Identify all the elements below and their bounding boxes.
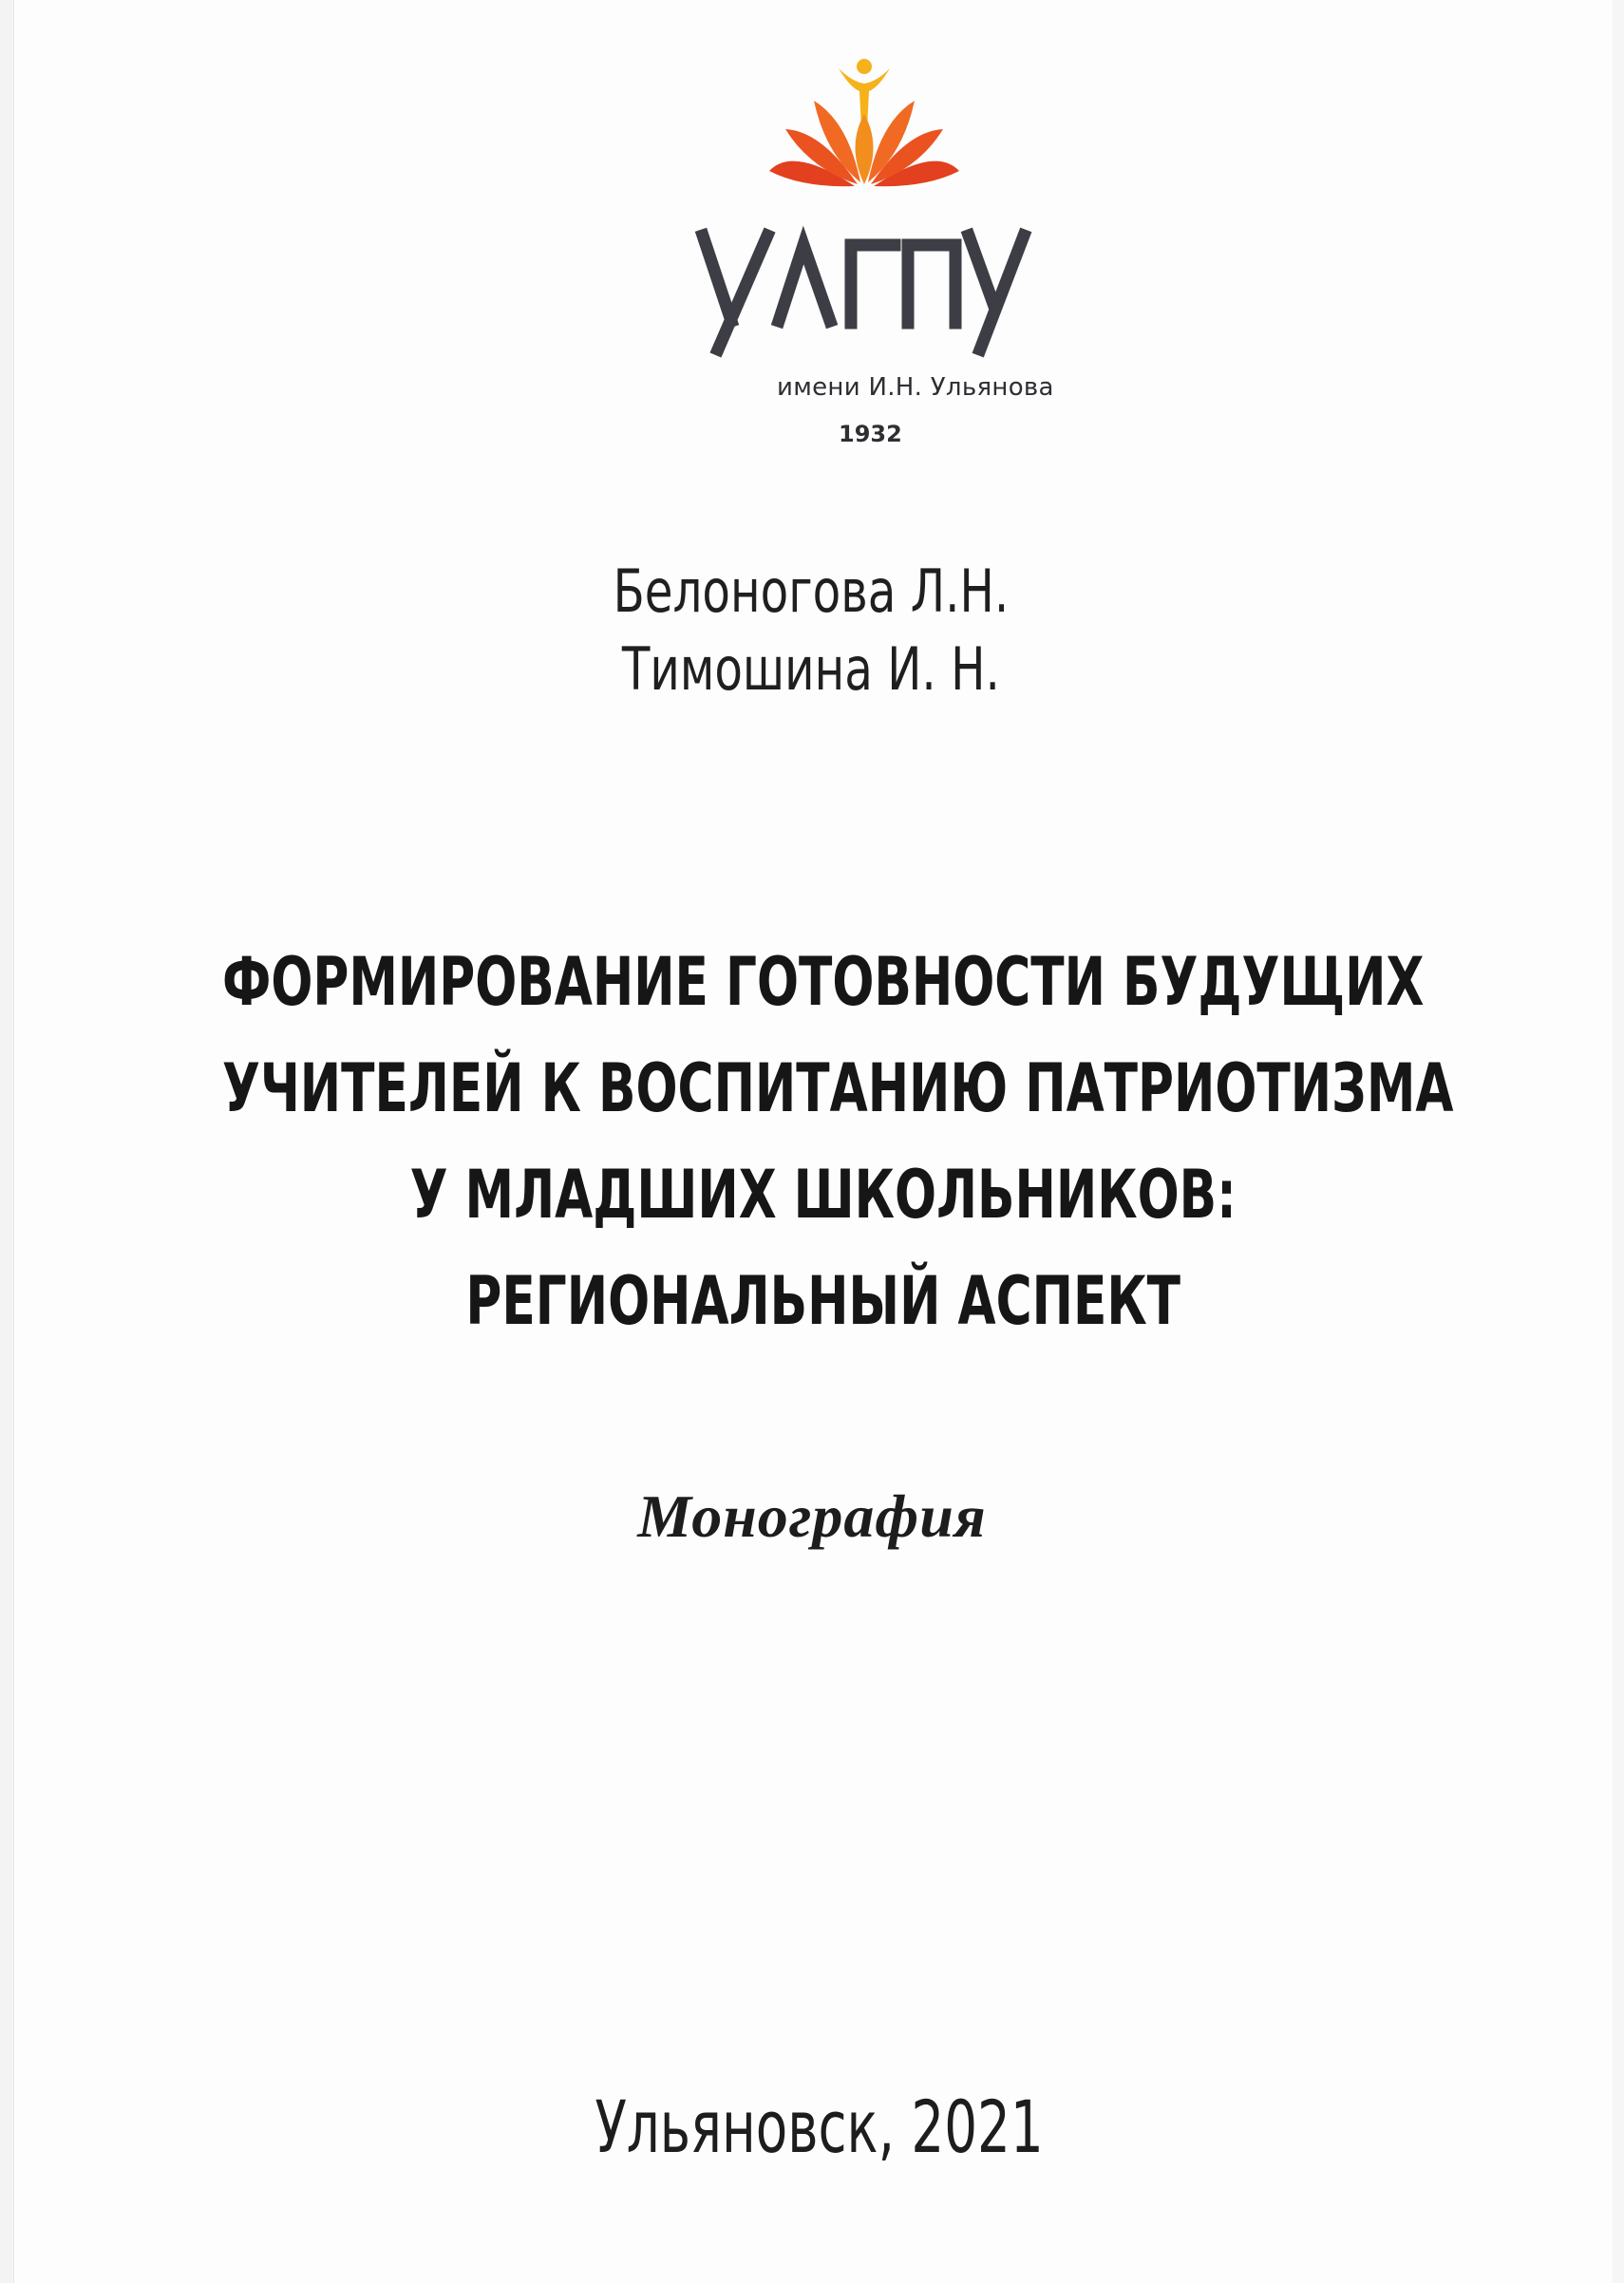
title-line: УЧИТЕЛЕЙ К ВОСПИТАНИЮ ПАТРИОТИЗМА (222, 1049, 1454, 1127)
page-left-edge (0, 0, 14, 2283)
authors-block (178, 553, 1445, 708)
lotus-flower-icon (765, 55, 964, 207)
author-name: Тимошина И. Н. (621, 634, 1000, 704)
page-right-edge (1613, 0, 1624, 2283)
university-logo (665, 55, 1064, 447)
logo-subtitle: имени И.Н. Ульянова (777, 373, 1054, 402)
place-and-year: Ульяновск, 2021 (595, 2085, 1044, 2169)
author-name: Белоногова Л.Н. (613, 557, 1010, 626)
title-line: У МЛАДШИХ ШКОЛЬНИКОВ: (409, 1156, 1237, 1234)
title-line: ФОРМИРОВАНИЕ ГОТОВНОСТИ БУДУЩИХ (222, 943, 1425, 1021)
logo-year: 1932 (839, 421, 902, 447)
title-line: РЕГИОНАЛЬНЫЙ АСПЕКТ (465, 1262, 1181, 1340)
publication-genre: Монография (637, 1482, 987, 1550)
university-wordmark (691, 207, 1071, 447)
book-title (222, 929, 1454, 1354)
